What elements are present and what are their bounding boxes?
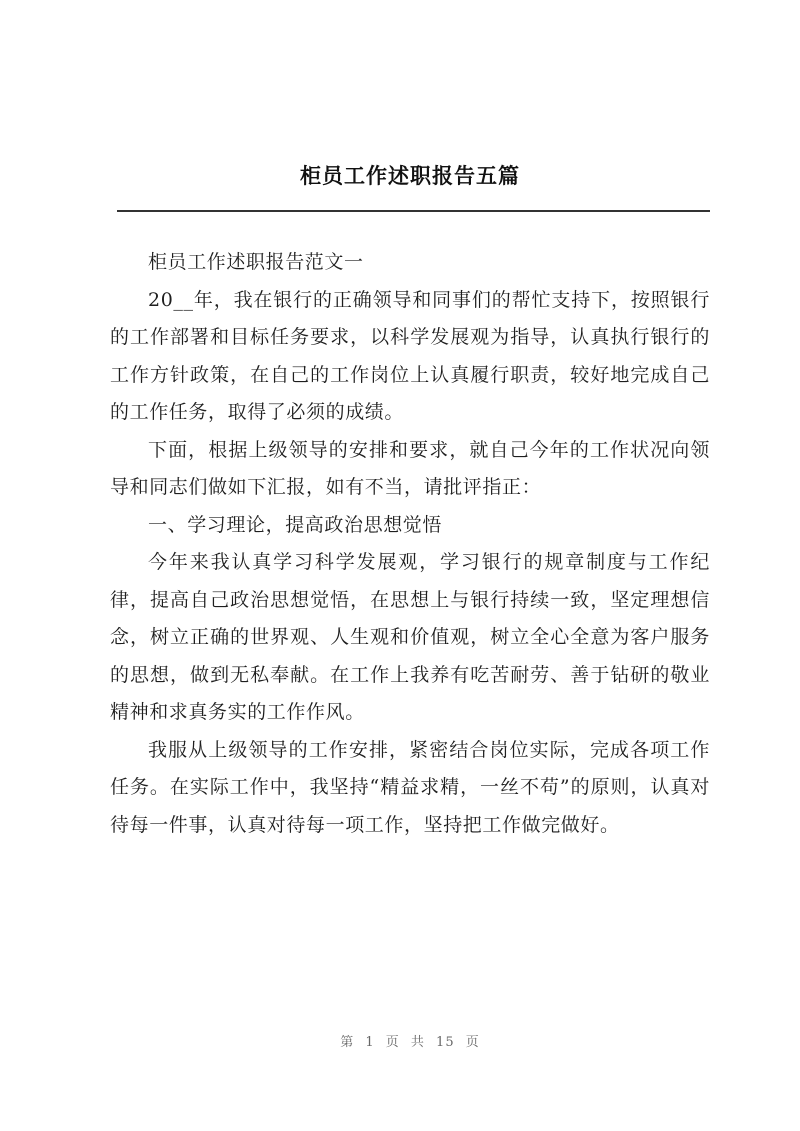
document-body: [110, 244, 710, 844]
paragraph-study-theory: 今年来我认真学习科学发展观，学习银行的规章制度与工作纪律，提高自己政治思想觉悟，在思想上与银行持续一致，坚定理想信念，树立正确的世界观、人生观和价值观，树立全心全意为客户服务的思想，做到无私奉献。在工作上我养有吃苦耐劳、善于钻研的敬业精神和求真务实的工作作风。: [110, 551, 710, 723]
paragraph-section-one-heading: 一、学习理论，提高政治思想觉悟: [148, 513, 443, 536]
paragraph-work-arrangement: 我服从上级领导的工作安排，紧密结合岗位实际，完成各项工作任务。在实际工作中，我坚持“精益求精，一丝不苟”的原则，认真对待每一件事，认真对待每一项工作，坚持把工作做完做好。: [110, 738, 710, 836]
paragraph-report-lead: 下面，根据上级领导的安排和要求，就自己今年的工作状况向领导和同志们做如下汇报，如有不当，请批评指正：: [110, 438, 710, 498]
paragraph-heading-sample-one: 柜员工作述职报告范文一: [148, 251, 364, 273]
title-divider: [117, 210, 710, 212]
page-number-footer: 第 1 页 共 15 页: [340, 1035, 480, 1050]
document-title: 柜员工作述职报告五篇: [300, 163, 520, 188]
paragraph-intro: 20__年，我在银行的正确领导和同事们的帮忙支持下，按照银行的工作部署和目标任务要求，以科学发展观为指导，认真执行银行的工作方针政策，在自己的工作岗位上认真履行职责，较好地完成自己的工作任务，取得了必须的成绩。: [110, 288, 710, 423]
